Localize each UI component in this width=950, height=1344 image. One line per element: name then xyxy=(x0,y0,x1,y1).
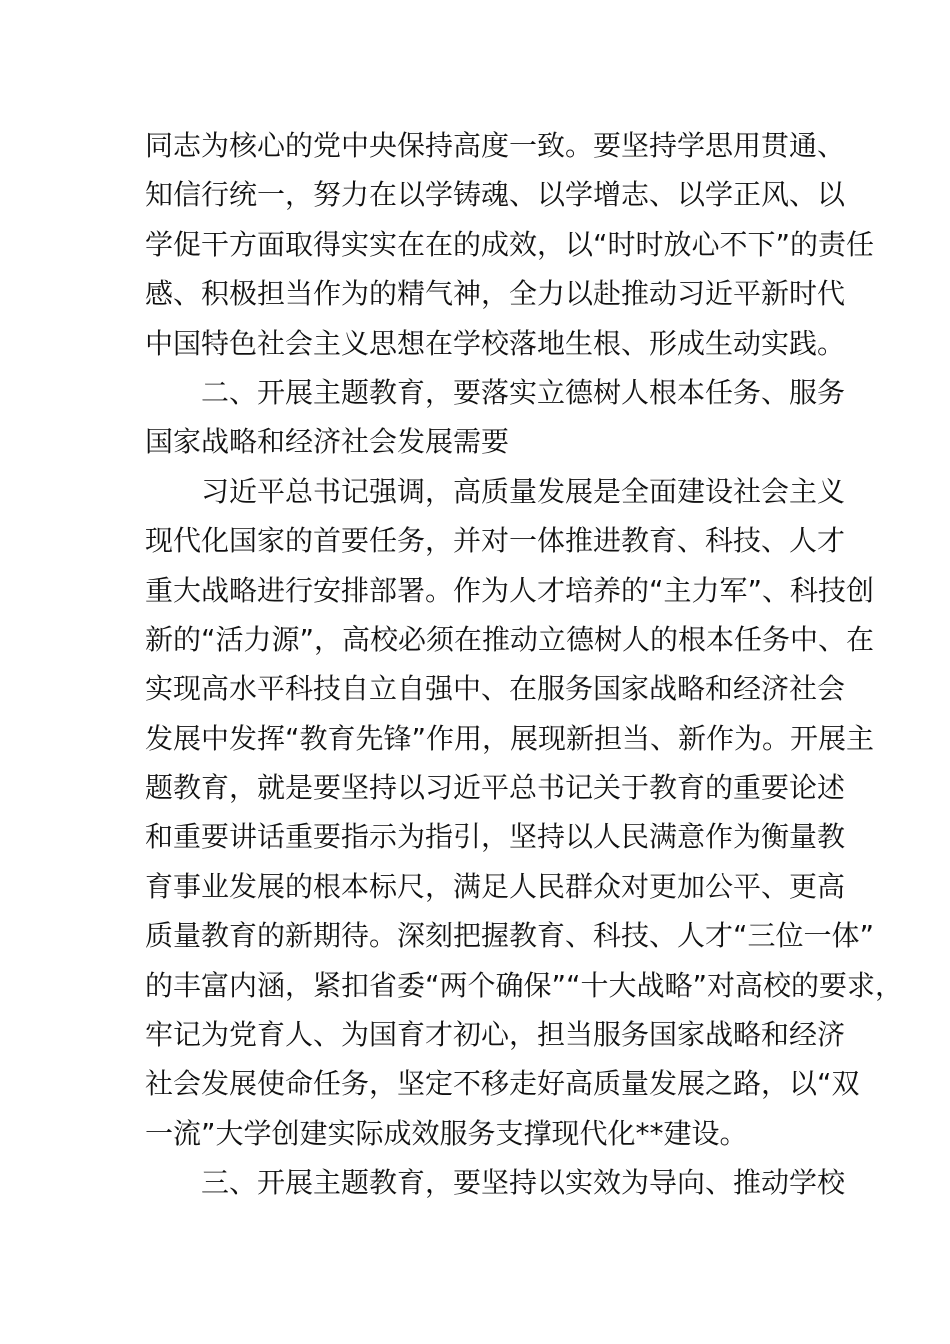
text-line: 学促干方面取得实实在在的成效，以“时时放心不下”的责任 xyxy=(145,227,875,261)
text-line: 实现高水平科技自立自强中、在服务国家战略和经济社会 xyxy=(145,672,846,706)
text-line: 现代化国家的首要任务，并对一体推进教育、科技、人才 xyxy=(145,524,846,558)
section-heading-line: 二、开展主题教育，要落实立德树人根本任务、服务 xyxy=(201,375,846,409)
text-line: 感、积极担当作为的精气神，全力以赴推动习近平新时代 xyxy=(145,277,846,311)
text-line: 社会发展使命任务，坚定不移走好高质量发展之路，以“双 xyxy=(145,1067,860,1101)
text-line: 质量教育的新期待。深刻把握教育、科技、人才“三位一体” xyxy=(145,919,875,953)
text-line: 育事业发展的根本标尺，满足人民群众对更加公平、更高 xyxy=(145,869,846,903)
text-line: 发展中发挥“教育先锋”作用，展现新担当、新作为。开展主 xyxy=(145,721,875,755)
text-line: 中国特色社会主义思想在学校落地生根、形成生动实践。 xyxy=(145,326,846,360)
text-line: 题教育，就是要坚持以习近平总书记关于教育的重要论述 xyxy=(145,771,846,805)
paragraph-start-line: 习近平总书记强调，高质量发展是全面建设社会主义 xyxy=(201,474,846,508)
text-line: 的丰富内涵，紧扣省委“两个确保”“十大战略”对高校的要求， xyxy=(145,968,904,1002)
text-line: 和重要讲话重要指示为指引，坚持以人民满意作为衡量教 xyxy=(145,820,846,854)
section-heading-line: 三、开展主题教育，要坚持以实效为导向、推动学校 xyxy=(201,1166,846,1200)
section-heading-line: 国家战略和经济社会发展需要 xyxy=(145,425,510,459)
text-line: 知信行统一，努力在以学铸魂、以学增志、以学正风、以 xyxy=(145,178,846,212)
text-line: 牢记为党育人、为国育才初心，担当服务国家战略和经济 xyxy=(145,1018,846,1052)
text-line: 新的“活力源”，高校必须在推动立德树人的根本任务中、在 xyxy=(145,622,875,656)
text-line: 一流”大学创建实际成效服务支撑现代化**建设。 xyxy=(145,1116,748,1150)
text-line: 重大战略进行安排部署。作为人才培养的“主力军”、科技创 xyxy=(145,573,875,607)
text-line: 同志为核心的党中央保持高度一致。要坚持学思用贯通、 xyxy=(145,129,846,162)
document-body xyxy=(145,121,904,1208)
